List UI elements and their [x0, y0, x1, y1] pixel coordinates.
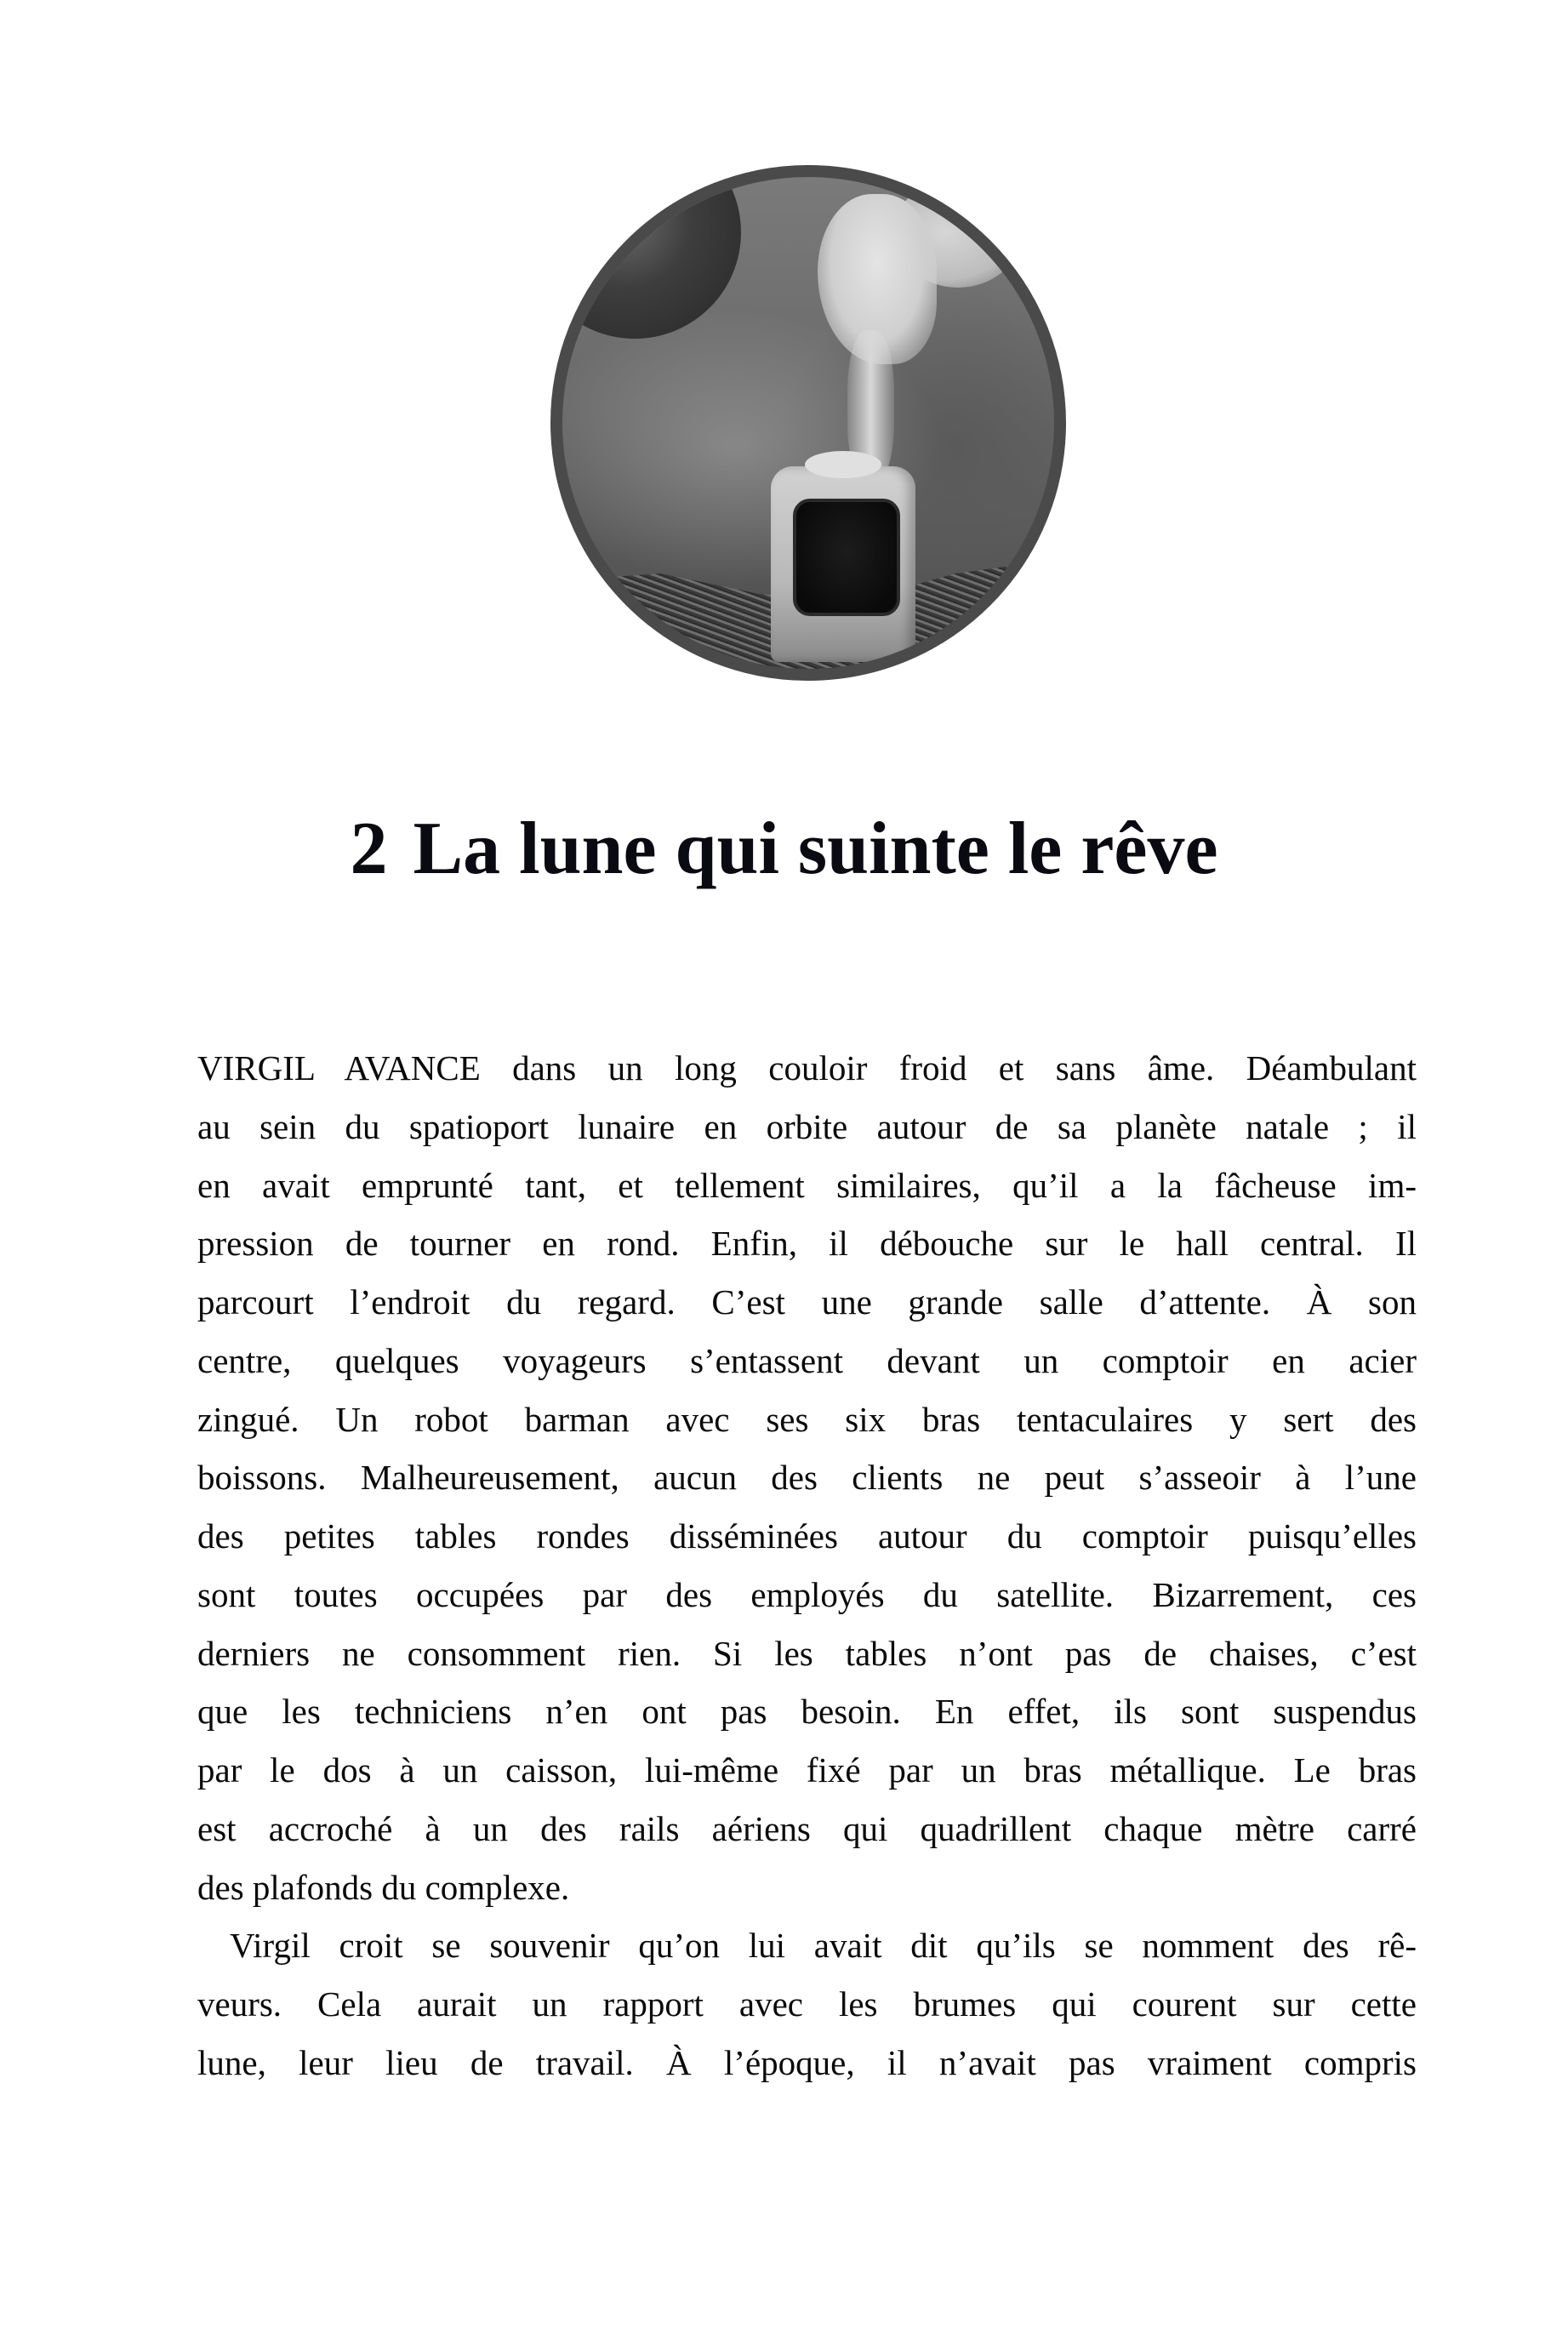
text-line: centre, quelques voyageurs s’entassent devant un comptoir en acier	[197, 1340, 1417, 1380]
robot-top-graphic	[805, 451, 881, 478]
text-line: Virgil croit se souvenir qu’on lui avait dit qu’ils se nomment des rê-	[230, 1926, 1417, 1966]
text-line: parcourt l’endroit du regard. C’est une grande salle d’attente. À son	[197, 1282, 1417, 1322]
chapter-number: 2	[350, 808, 388, 890]
robot-screen-graphic	[793, 499, 900, 616]
planet-graphic	[550, 165, 741, 339]
text-line: au sein du spatioport lunaire en orbite autour de sa planète natale ; il	[197, 1106, 1417, 1146]
robot-graphic	[771, 466, 915, 662]
text-line: veurs. Cela aurait un rapport avec les brumes qui courent sur cette	[197, 1984, 1417, 2024]
text-line: zingué. Un robot barman avec ses six bras tentaculaires y sert des	[197, 1399, 1417, 1439]
chapter-body	[197, 1039, 1417, 2092]
text-line: des plafonds du complexe.	[197, 1867, 570, 1907]
chapter-heading	[0, 807, 1568, 892]
text-line: VIRGIL AVANCE dans un long couloir froid et sans âme. Déambulant	[197, 1048, 1417, 1088]
paragraph-1	[197, 1039, 1417, 1916]
text-line: derniers ne consomment rien. Si les tables n’ont pas de chaises, c’est	[197, 1633, 1417, 1673]
text-line: que les techniciens n’en ont pas besoin. En effet, ils sont suspendus	[197, 1692, 1417, 1732]
text-line: des petites tables rondes disséminées autour du comptoir puisqu’elles	[197, 1516, 1417, 1556]
text-line: boissons. Malheureusement, aucun des clients ne peut s’asseoir à l’une	[197, 1458, 1417, 1498]
chapter-illustration	[550, 165, 1066, 681]
paragraph-2	[197, 1916, 1417, 2092]
text-line: en avait emprunté tant, et tellement similaires, qu’il a la fâcheuse im-	[197, 1165, 1417, 1205]
text-line: lune, leur lieu de travail. À l’époque, il n’avait pas vraiment compris	[197, 2042, 1417, 2082]
text-line: pression de tourner en rond. Enfin, il débouche sur le hall central. Il	[197, 1224, 1417, 1264]
chapter-title-text: La lune qui suinte le rêve	[413, 808, 1218, 890]
text-line: est accroché à un des rails aériens qui quadrillent chaque mètre carré	[197, 1808, 1417, 1848]
text-line: sont toutes occupées par des employés du satellite. Bizarrement, ces	[197, 1574, 1417, 1614]
text-line: par le dos à un caisson, lui-même fixé par un bras métallique. Le bras	[197, 1750, 1417, 1790]
